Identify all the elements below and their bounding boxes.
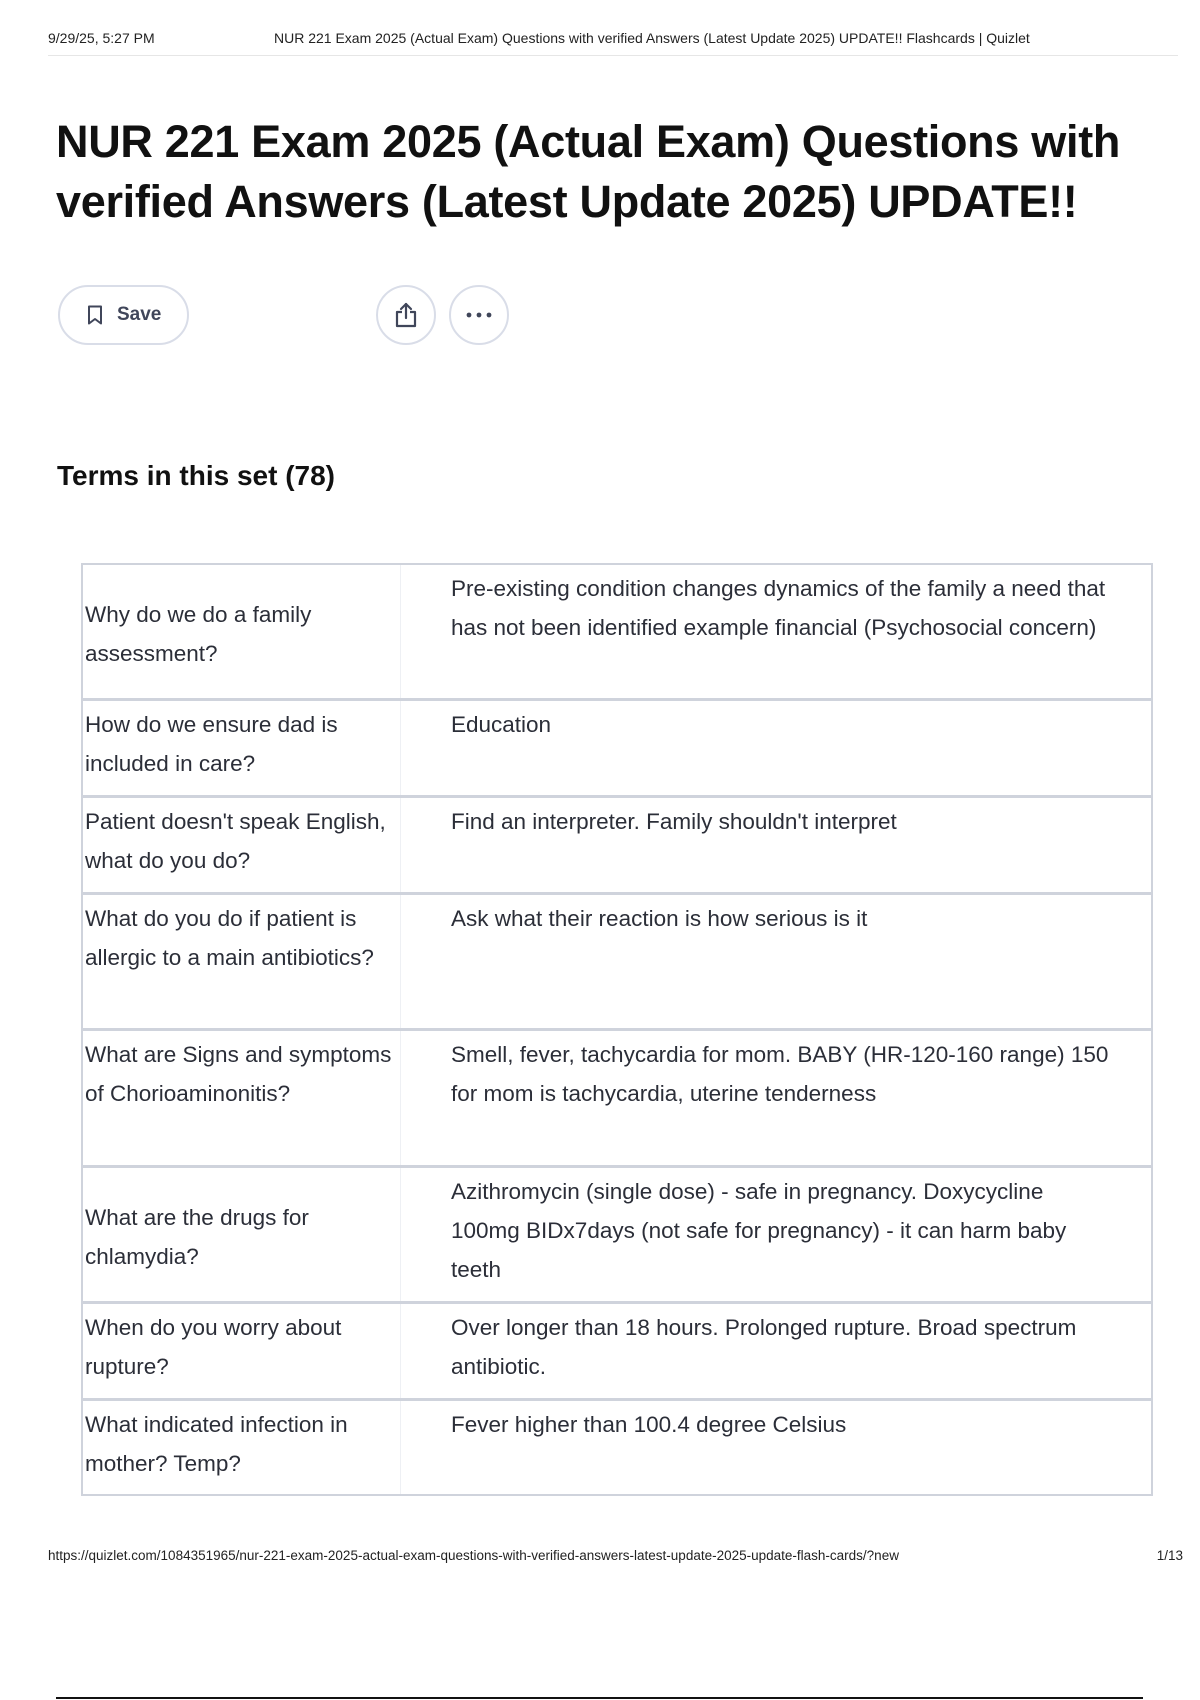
term-answer: Education (451, 712, 552, 737)
page-number: 1/13 (1156, 1548, 1183, 1563)
term-answer: Smell, fever, tachycardia for mom. BABY (HR-120-160 range) 150 for mom is tachycardia, uterine tenderness (451, 1042, 1109, 1106)
term-row[interactable] (83, 795, 1151, 892)
divider (56, 1697, 1143, 1699)
term-question: What are Signs and symptoms of Chorioaminonitis? (83, 1031, 401, 1165)
term-question: Why do we do a family assessment? (83, 565, 401, 698)
term-row[interactable] (83, 1398, 1151, 1494)
term-question: What are the drugs for chlamydia? (83, 1168, 401, 1301)
share-icon (393, 301, 419, 329)
term-answer: Ask what their reaction is how serious is it (451, 906, 868, 931)
save-button[interactable] (58, 285, 189, 345)
term-question: When do you worry about rupture? (83, 1304, 401, 1398)
term-answer: Find an interpreter. Family shouldn't interpret (451, 809, 897, 834)
share-button[interactable] (376, 285, 436, 345)
term-row[interactable] (83, 1301, 1151, 1398)
terms-table (81, 563, 1153, 1496)
terms-heading: Terms in this set (78) (57, 460, 336, 491)
term-row[interactable] (83, 1165, 1151, 1301)
print-header (48, 30, 1178, 56)
term-answer: Fever higher than 100.4 degree Celsius (451, 1412, 847, 1437)
term-answer: Over longer than 18 hours. Prolonged rupture. Broad spectrum antibiotic. (451, 1315, 1077, 1379)
term-answer: Azithromycin (single dose) - safe in pregnancy. Doxycycline 100mg BIDx7days (not safe for pregnancy) - it can harm baby teeth (451, 1179, 1067, 1282)
term-row[interactable] (83, 1028, 1151, 1165)
term-answer: Pre-existing condition changes dynamics of the family a need that has not been identified example financial (Psychosocial concern) (451, 576, 1106, 640)
print-url: https://quizlet.com/1084351965/nur-221-exam-2025-actual-exam-questions-with-verified-answers-latest-update-2025-update-flash-cards/?new (48, 1548, 899, 1563)
term-question: What do you do if patient is allergic to a main antibiotics? (83, 895, 401, 1028)
term-row[interactable] (83, 698, 1151, 795)
term-question: How do we ensure dad is included in care? (83, 701, 401, 795)
print-datetime: 9/29/25, 5:27 PM (48, 30, 155, 46)
term-question: What indicated infection in mother? Temp? (83, 1401, 401, 1494)
term-question: Patient doesn't speak English, what do you do? (83, 798, 401, 892)
print-document-title: NUR 221 Exam 2025 (Actual Exam) Questions with verified Answers (Latest Update 2025) UPDATE!! Flashcards | Quizlet (274, 30, 1030, 46)
bookmark-icon (87, 305, 103, 325)
more-options-button[interactable] (449, 285, 509, 345)
more-icon (465, 311, 493, 319)
term-row[interactable] (83, 565, 1151, 698)
page-title: NUR 221 Exam 2025 (Actual Exam) Questions with verified Answers (Latest Update 2025) UPDATE!! (56, 116, 1121, 227)
save-button-label: Save (117, 304, 162, 325)
term-row[interactable] (83, 892, 1151, 1028)
